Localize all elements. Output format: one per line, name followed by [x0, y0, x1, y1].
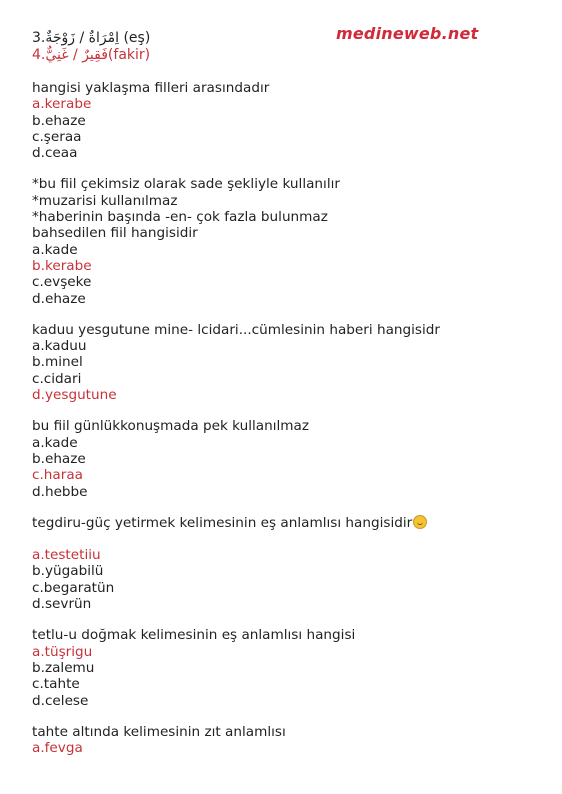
question-text-span: tetlu-u doğmak kelimesinin eş anlamlısı hangisi [32, 627, 356, 644]
question-text [32, 322, 532, 338]
answer-option-correct: a.kerabe [32, 96, 92, 113]
question-block [32, 627, 532, 708]
question-block [32, 418, 532, 499]
question-text [32, 209, 532, 225]
question-text-span: kaduu yesgutune mine- lcidari...cümlesinin haberi hangisidr [32, 321, 440, 338]
vocab-line-1: 3.اِمْرَاةٌ / زَوْجَةٌ (eş) [32, 30, 151, 46]
answer-option: b.minel [32, 354, 83, 371]
question-text [32, 193, 532, 209]
question-list [32, 80, 532, 771]
question-text-span: *haberinin başında -en- çok fazla bulunmaz [32, 209, 328, 226]
question-text-span: bahsedilen fiil hangisidir [32, 225, 198, 242]
question-block [32, 515, 532, 612]
question-text-span: tahte altında kelimesinin zıt anlamlısı [32, 723, 286, 740]
answer-option: a.kaduu [32, 338, 87, 355]
site-watermark: medineweb.net [336, 24, 479, 43]
answer-option-correct: a.fevga [32, 740, 83, 757]
question-text [32, 176, 532, 192]
question-text [32, 724, 532, 740]
question-text-span: hangisi yaklaşma filleri arasındadır [32, 80, 270, 96]
question-text-span: *bu fiil çekimsiz olarak sade şekliyle kullanılır [32, 176, 340, 193]
answer-option-correct: a.tüşrigu [32, 643, 93, 660]
spacer [32, 531, 532, 547]
answer-option-correct: c.haraa [32, 467, 83, 484]
answer-option: b.ehaze [32, 450, 86, 467]
question-block [32, 80, 532, 161]
smiley-icon [413, 515, 427, 529]
question-block [32, 322, 532, 403]
vocab-header [32, 30, 150, 64]
answer-option: b.ehaze [32, 112, 86, 129]
answer-option-correct: d.yesgutune [32, 387, 117, 404]
answer-option: c.evşeke [32, 274, 92, 291]
answer-option: a.kade [32, 434, 78, 451]
question-text [32, 627, 532, 643]
answer-option: a.kade [32, 241, 78, 258]
vocab-line-2: 4.فَقِيرٌ / غَنِيٌّ(fakir) [32, 47, 151, 63]
answer-option: c.begaratün [32, 579, 115, 596]
answer-option: d.hebbe [32, 483, 88, 500]
answer-option: c.cidari [32, 370, 82, 387]
answer-option: c.şeraa [32, 128, 82, 145]
question-text-span: tegdiru-güç yetirmek kelimesinin eş anlamlısı hangisidir [32, 514, 413, 531]
answer-option: d.sevrün [32, 596, 92, 613]
answer-option: c.tahte [32, 676, 80, 693]
answer-option-correct: b.kerabe [32, 257, 92, 274]
question-block [32, 176, 532, 306]
answer-option: d.ehaze [32, 290, 86, 307]
question-text-span: *muzarisi kullanılmaz [32, 192, 178, 209]
answer-option: b.yügabilü [32, 563, 104, 580]
question-text [32, 515, 532, 531]
question-text-span: bu fiil günlükkonuşmada pek kullanılmaz [32, 418, 310, 435]
answer-option: b.zalemu [32, 659, 95, 676]
question-text [32, 80, 532, 96]
question-block [32, 724, 532, 757]
answer-option: d.ceaa [32, 145, 78, 162]
answer-option: d.celese [32, 692, 89, 709]
question-text [32, 418, 532, 434]
question-text [32, 225, 532, 241]
answer-option-correct: a.testetiiu [32, 547, 101, 564]
